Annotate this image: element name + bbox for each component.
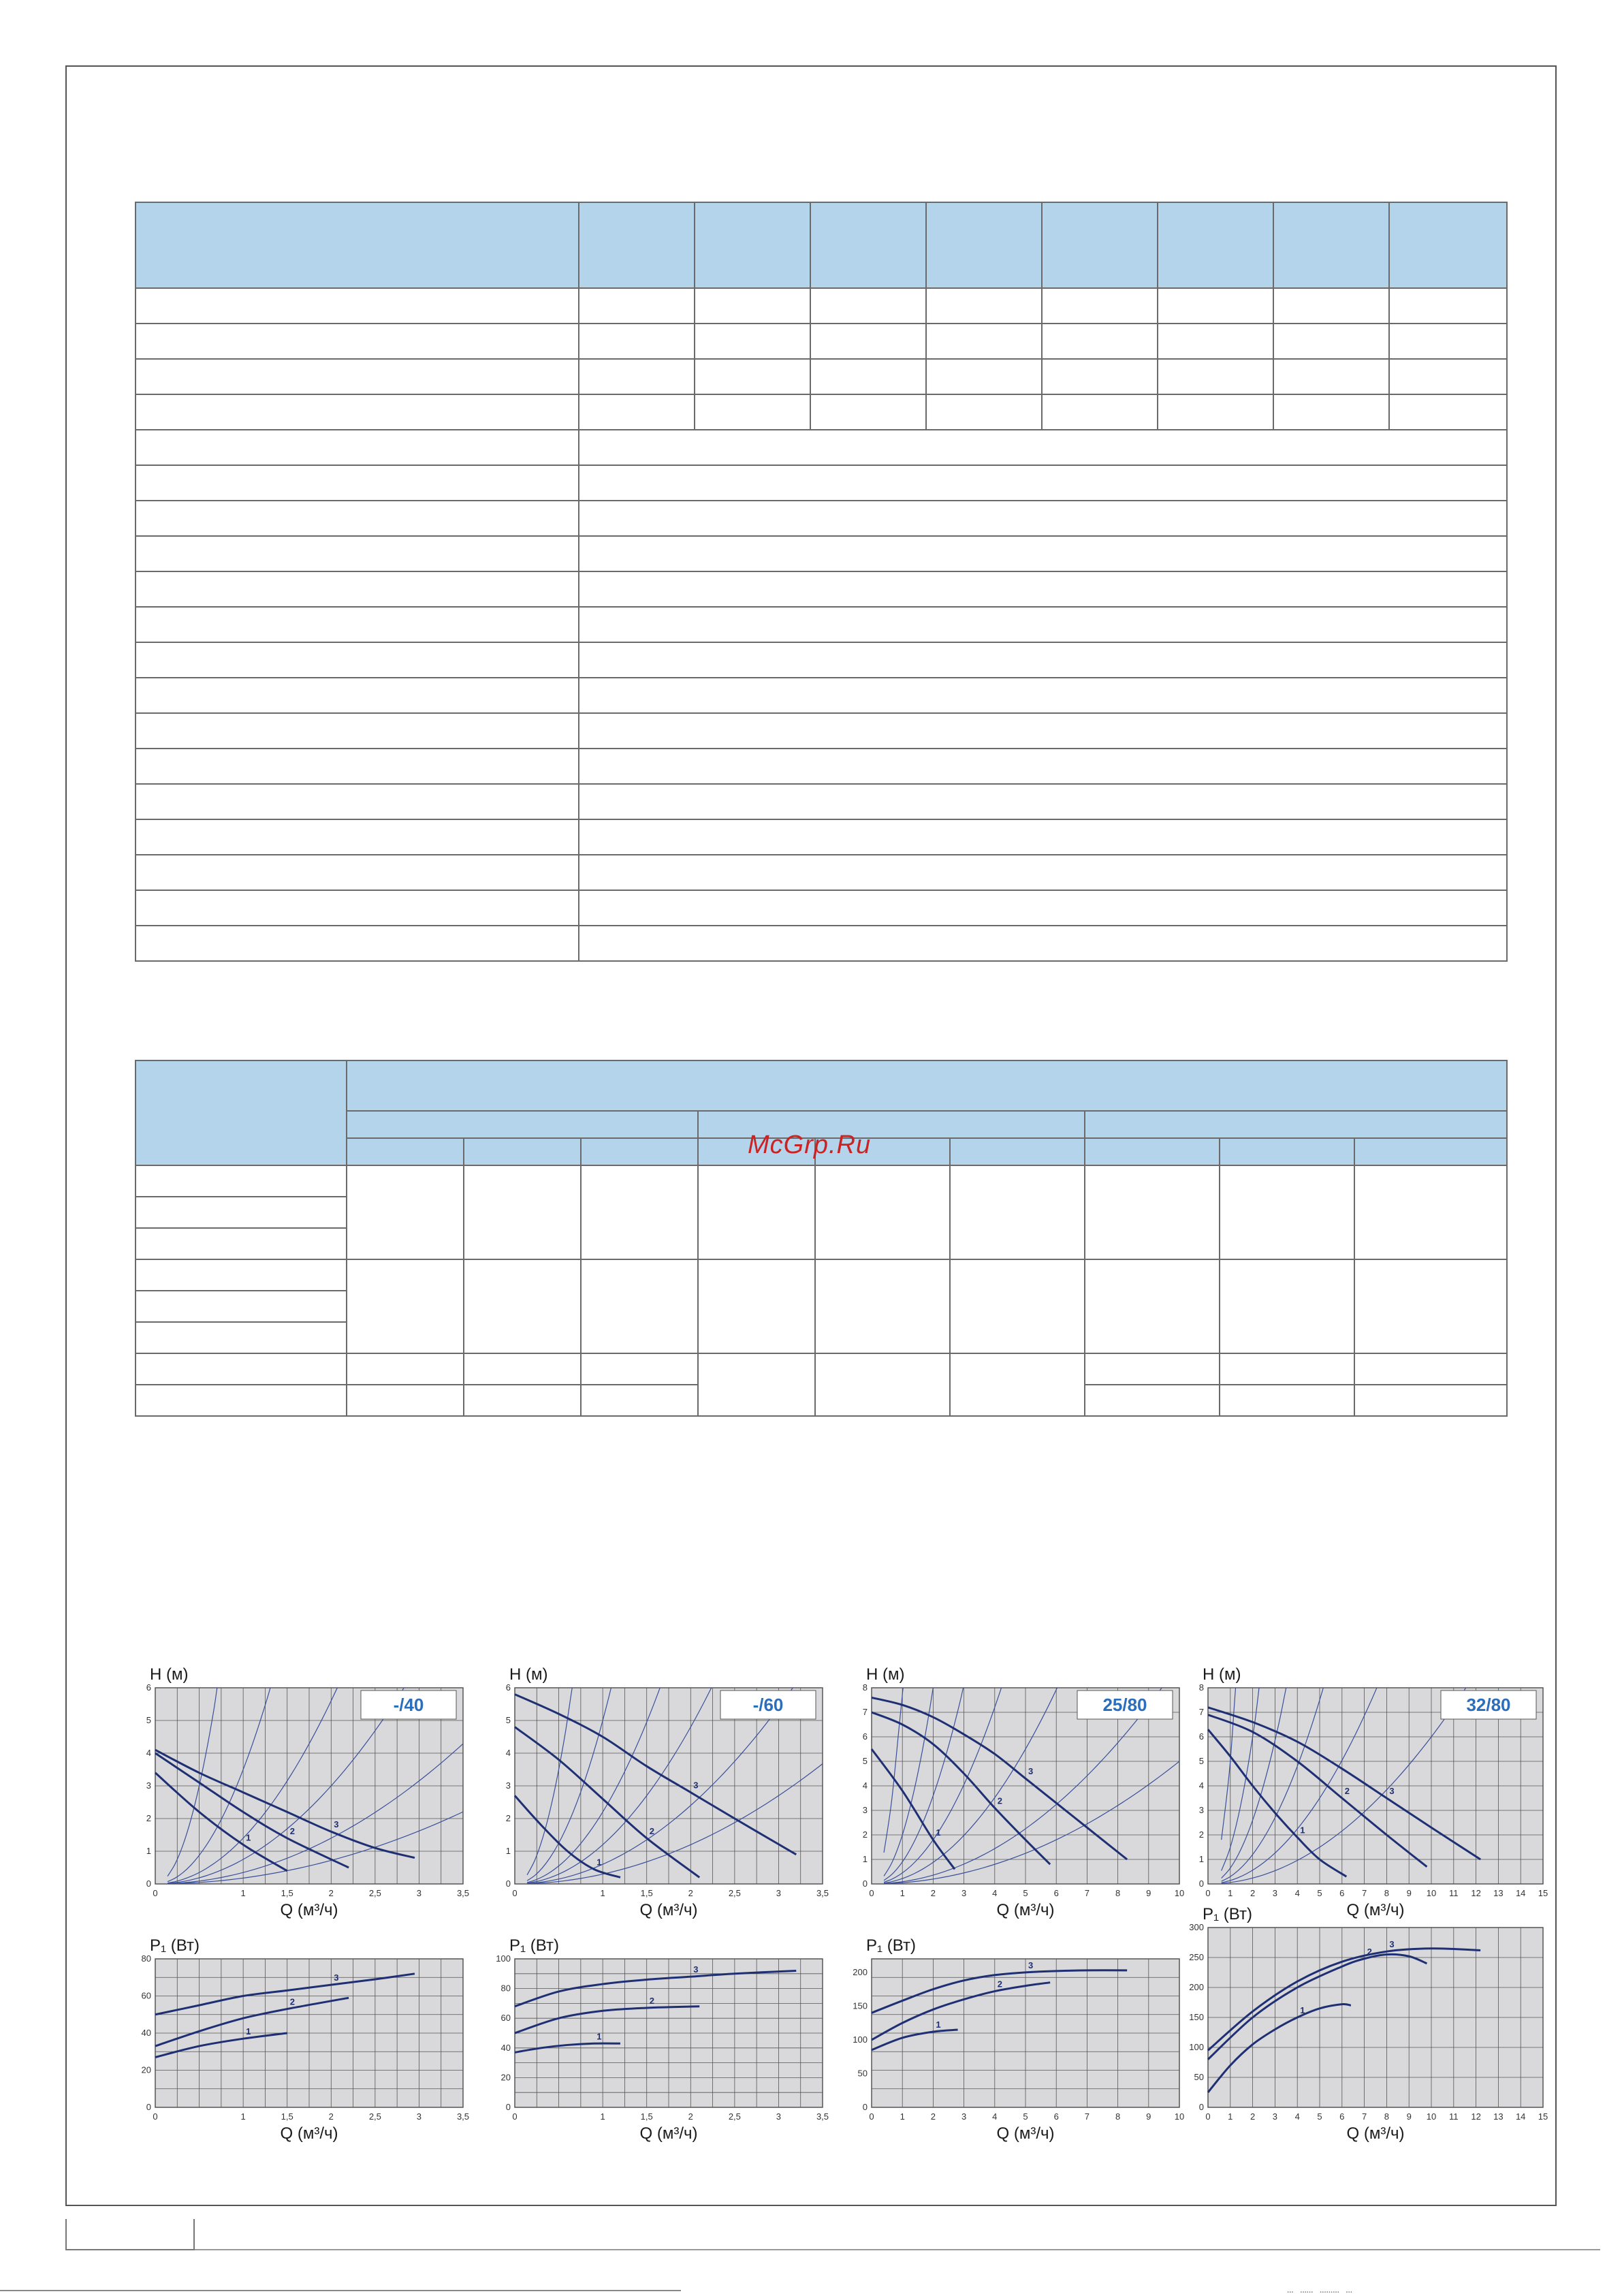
y-tick-label: 60	[141, 1990, 151, 2001]
x-tick-label: 9	[1146, 1888, 1151, 1898]
model-label: -/60	[752, 1695, 784, 1715]
y-axis-title: P₁ (Вт)	[1203, 1905, 1252, 1923]
x-tick-label: 4	[1294, 1888, 1300, 1898]
y-tick-label: 80	[141, 1953, 151, 1964]
y-tick-label: 100	[853, 2034, 868, 2045]
spec-row-merged	[136, 890, 1507, 926]
x-tick-label: 10	[1426, 1888, 1437, 1898]
x-tick-label: 12	[1471, 2111, 1481, 2122]
y-tick-label: 5	[1198, 1756, 1204, 1766]
x-tick-label: 5	[1317, 1888, 1322, 1898]
speed-label-2: 2	[289, 1825, 295, 1836]
y-axis-title: P₁ (Вт)	[509, 1936, 559, 1955]
model-label: 32/80	[1466, 1695, 1511, 1715]
dims-row	[136, 1165, 1507, 1197]
x-tick-label: 13	[1493, 2111, 1504, 2122]
speed-label-1: 1	[246, 1832, 251, 1843]
x-tick-label: 1	[900, 2111, 905, 2122]
chart-power-32-80	[1189, 1900, 1550, 2143]
x-tick-label: 1	[240, 1888, 246, 1898]
x-tick-label: 3,5	[456, 1888, 470, 1898]
x-tick-label: 2,5	[368, 2111, 381, 2122]
x-tick-label: 4	[992, 2111, 998, 2122]
x-tick-label: 0	[1205, 1888, 1211, 1898]
y-tick-label: 2	[862, 1829, 868, 1840]
spec-row-merged	[136, 855, 1507, 890]
x-tick-label: 3,5	[456, 2111, 470, 2122]
speed-label-1: 1	[597, 2031, 602, 2042]
speed-label-2: 2	[1367, 1946, 1372, 1957]
y-tick-label: 1	[505, 1846, 511, 1856]
y-tick-label: 5	[146, 1715, 151, 1725]
y-tick-label: 2	[505, 1813, 511, 1823]
model-label: -/40	[393, 1695, 424, 1715]
spec-row-merged	[136, 713, 1507, 749]
spec-row-merged	[136, 784, 1507, 819]
y-tick-label: 100	[1189, 2042, 1204, 2052]
x-tick-label: 2	[688, 1888, 693, 1898]
x-tick-label: 8	[1115, 1888, 1121, 1898]
speed-label-2: 2	[1344, 1786, 1350, 1796]
y-tick-label: 60	[500, 2013, 511, 2024]
speed-label-2: 2	[289, 1996, 295, 2007]
speed-label-3: 3	[1389, 1786, 1395, 1796]
spec-row-merged	[136, 430, 1507, 465]
x-tick-label: 9	[1146, 2111, 1151, 2122]
y-tick-label: 1	[1198, 1854, 1204, 1864]
x-tick-label: 7	[1084, 2111, 1090, 2122]
y-tick-label: 0	[1198, 2102, 1204, 2112]
y-tick-label: 4	[862, 1780, 868, 1791]
chart-power-60	[496, 1932, 829, 2143]
x-tick-label: 1,5	[640, 1888, 653, 1898]
speed-label-2: 2	[997, 1795, 1003, 1806]
spec-row-merged	[136, 678, 1507, 713]
speed-label-3: 3	[334, 1819, 339, 1830]
speed-label-3: 3	[334, 1972, 339, 1983]
x-tick-label: 14	[1515, 2111, 1526, 2122]
x-tick-label: 2	[1250, 2111, 1256, 2122]
x-tick-label: 2,5	[368, 1888, 381, 1898]
y-tick-label: 250	[1189, 1952, 1204, 1962]
x-tick-label: 15	[1538, 2111, 1548, 2122]
x-axis-title: Q (м³/ч)	[1346, 2124, 1405, 2143]
chart-power-40	[143, 1932, 470, 2143]
x-tick-label: 7	[1361, 2111, 1367, 2122]
y-tick-label: 50	[857, 2068, 868, 2079]
x-axis-title: Q (м³/ч)	[639, 2124, 698, 2143]
spec-table	[135, 202, 1508, 962]
spec-row-merged	[136, 749, 1507, 784]
x-tick-label: 6	[1053, 2111, 1059, 2122]
y-tick-label: 5	[862, 1756, 868, 1766]
speed-label-3: 3	[1028, 1766, 1034, 1777]
speed-label-2: 2	[649, 1995, 654, 2006]
y-tick-label: 300	[1189, 1922, 1204, 1932]
x-tick-label: 5	[1023, 2111, 1028, 2122]
chart-head-60	[503, 1661, 829, 1919]
y-tick-label: 1	[146, 1846, 151, 1856]
x-tick-label: 10	[1174, 2111, 1185, 2122]
y-tick-label: 200	[853, 1966, 868, 1977]
y-tick-label: 8	[862, 1682, 868, 1693]
x-tick-label: 11	[1449, 2111, 1459, 2122]
x-tick-label: 10	[1174, 1888, 1185, 1898]
watermark: McGrp.Ru	[748, 1131, 872, 1159]
x-tick-label: 0	[153, 1888, 158, 1898]
y-tick-label: 5	[505, 1715, 511, 1725]
x-tick-label: 0	[869, 2111, 874, 2122]
x-tick-label: 6	[1339, 2111, 1345, 2122]
dims-header-row	[136, 1060, 1507, 1111]
speed-label-1: 1	[597, 1857, 602, 1868]
x-tick-label: 1	[1228, 1888, 1233, 1898]
x-tick-label: 6	[1339, 1888, 1345, 1898]
x-axis-title: Q (м³/ч)	[996, 1901, 1055, 1919]
x-tick-label: 2	[930, 1888, 936, 1898]
x-tick-label: 2	[328, 1888, 334, 1898]
y-axis-title: P₁ (Вт)	[150, 1936, 200, 1955]
y-tick-label: 40	[141, 2028, 151, 2038]
y-tick-label: 3	[505, 1780, 511, 1791]
y-tick-label: 4	[505, 1748, 511, 1758]
x-axis-title: Q (м³/ч)	[996, 2124, 1055, 2143]
x-tick-label: 2	[688, 2111, 693, 2122]
x-tick-label: 0	[1205, 2111, 1211, 2122]
x-tick-label: 1	[600, 2111, 605, 2122]
dims-row	[136, 1259, 1507, 1291]
y-tick-label: 0	[505, 1878, 511, 1889]
x-tick-label: 11	[1449, 1888, 1459, 1898]
x-tick-label: 3	[961, 1888, 967, 1898]
speed-label-1: 1	[1300, 2005, 1305, 2015]
y-tick-label: 80	[500, 1983, 511, 1994]
x-tick-label: 1	[240, 2111, 246, 2122]
y-tick-label: 6	[146, 1682, 151, 1693]
chart-head-32-80	[1196, 1661, 1550, 1919]
y-axis-title: H (м)	[150, 1665, 189, 1684]
y-axis-title: H (м)	[1203, 1665, 1241, 1684]
x-tick-label: 5	[1023, 1888, 1028, 1898]
x-tick-label: 2	[328, 2111, 334, 2122]
x-tick-label: 14	[1515, 1888, 1526, 1898]
y-tick-label: 6	[505, 1682, 511, 1693]
speed-label-1: 1	[936, 2019, 941, 2030]
x-tick-label: 6	[1053, 1888, 1059, 1898]
x-tick-label: 12	[1471, 1888, 1481, 1898]
chart-power-25-80	[853, 1932, 1186, 2143]
spec-row	[136, 324, 1507, 359]
y-tick-label: 3	[862, 1805, 868, 1815]
y-tick-label: 7	[862, 1707, 868, 1717]
x-tick-label: 3,5	[816, 2111, 829, 2122]
footer-text: … …… ……… …	[1287, 2284, 1353, 2296]
y-tick-label: 150	[853, 2000, 868, 2011]
y-tick-label: 2	[146, 1813, 151, 1823]
x-tick-label: 5	[1317, 2111, 1322, 2122]
spec-row-merged	[136, 465, 1507, 501]
y-tick-label: 0	[505, 2102, 511, 2112]
x-tick-label: 1	[1228, 2111, 1233, 2122]
spec-header-row	[136, 202, 1507, 288]
y-tick-label: 0	[862, 1878, 868, 1889]
y-axis-title: H (м)	[509, 1665, 548, 1684]
speed-label-1: 1	[936, 1827, 941, 1838]
x-axis-title: Q (м³/ч)	[1346, 1901, 1405, 1919]
x-tick-label: 1,5	[281, 1888, 293, 1898]
x-tick-label: 3	[1272, 1888, 1278, 1898]
y-tick-label: 6	[862, 1731, 868, 1742]
x-tick-label: 2	[930, 2111, 936, 2122]
y-tick-label: 2	[1198, 1829, 1204, 1840]
x-tick-label: 7	[1084, 1888, 1090, 1898]
x-tick-label: 9	[1406, 1888, 1412, 1898]
page-number-tab	[65, 2219, 195, 2250]
dimensions-table	[135, 1060, 1508, 1417]
y-tick-label: 7	[1198, 1707, 1204, 1717]
chart-head-40	[143, 1661, 470, 1919]
x-tick-label: 3	[961, 2111, 967, 2122]
y-tick-label: 1	[862, 1854, 868, 1864]
x-tick-label: 0	[153, 2111, 158, 2122]
x-tick-label: 2,5	[728, 1888, 741, 1898]
x-tick-label: 3	[1272, 2111, 1278, 2122]
spec-row-merged	[136, 501, 1507, 536]
y-tick-label: 150	[1189, 2012, 1204, 2022]
x-axis-title: Q (м³/ч)	[639, 1901, 698, 1919]
spec-row	[136, 288, 1507, 324]
spec-row-merged	[136, 819, 1507, 855]
x-tick-label: 3	[776, 1888, 782, 1898]
x-tick-label: 8	[1384, 1888, 1390, 1898]
speed-label-3: 3	[693, 1780, 699, 1791]
x-tick-label: 13	[1493, 1888, 1504, 1898]
x-tick-label: 1	[600, 1888, 605, 1898]
y-tick-label: 20	[141, 2064, 151, 2075]
x-axis-title: Q (м³/ч)	[280, 1901, 338, 1919]
y-axis-title: H (м)	[866, 1665, 905, 1684]
x-tick-label: 4	[1294, 2111, 1300, 2122]
x-tick-label: 3	[776, 2111, 782, 2122]
y-tick-label: 8	[1198, 1682, 1204, 1693]
x-tick-label: 10	[1426, 2111, 1437, 2122]
y-tick-label: 100	[496, 1953, 511, 1964]
y-tick-label: 40	[500, 2042, 511, 2053]
x-tick-label: 9	[1406, 2111, 1412, 2122]
speed-label-2: 2	[649, 1825, 654, 1836]
y-tick-label: 200	[1189, 1982, 1204, 1992]
model-label: 25/80	[1102, 1695, 1147, 1715]
y-tick-label: 4	[1198, 1780, 1204, 1791]
x-axis-title: Q (м³/ч)	[280, 2124, 338, 2143]
x-tick-label: 7	[1361, 1888, 1367, 1898]
speed-label-3: 3	[693, 1964, 699, 1975]
speed-label-2: 2	[997, 1979, 1003, 1990]
x-tick-label: 2	[1250, 1888, 1256, 1898]
x-tick-label: 1,5	[640, 2111, 653, 2122]
spec-row	[136, 394, 1507, 430]
speed-label-3: 3	[1028, 1960, 1034, 1970]
x-tick-label: 8	[1384, 2111, 1390, 2122]
y-tick-label: 20	[500, 2072, 511, 2083]
footer-rule-lower	[0, 2290, 681, 2291]
x-tick-label: 2,5	[728, 2111, 741, 2122]
speed-label-1: 1	[1300, 1825, 1305, 1836]
x-tick-label: 4	[992, 1888, 998, 1898]
speed-label-1: 1	[246, 2026, 251, 2037]
y-tick-label: 6	[1198, 1731, 1204, 1742]
x-tick-label: 1,5	[281, 2111, 293, 2122]
spec-row-merged	[136, 536, 1507, 571]
y-tick-label: 0	[146, 2102, 151, 2112]
x-tick-label: 0	[512, 2111, 518, 2122]
y-tick-label: 0	[862, 2102, 868, 2112]
speed-label-3: 3	[1389, 1939, 1395, 1950]
x-tick-label: 3	[416, 2111, 422, 2122]
chart-head-25-80	[859, 1661, 1186, 1919]
y-tick-label: 0	[146, 1878, 151, 1889]
dims-row	[136, 1353, 1507, 1385]
y-axis-title: P₁ (Вт)	[866, 1936, 916, 1955]
spec-row-merged	[136, 607, 1507, 642]
x-tick-label: 8	[1115, 2111, 1121, 2122]
spec-row-merged	[136, 571, 1507, 607]
y-tick-label: 0	[1198, 1878, 1204, 1889]
y-tick-label: 3	[146, 1780, 151, 1791]
x-tick-label: 1	[900, 1888, 905, 1898]
spec-row-merged	[136, 642, 1507, 678]
spec-row-merged	[136, 926, 1507, 961]
y-tick-label: 50	[1194, 2072, 1204, 2082]
x-tick-label: 0	[512, 1888, 518, 1898]
y-tick-label: 3	[1198, 1805, 1204, 1815]
x-tick-label: 3	[416, 1888, 422, 1898]
spec-row	[136, 359, 1507, 394]
x-tick-label: 0	[869, 1888, 874, 1898]
x-tick-label: 15	[1538, 1888, 1548, 1898]
footer-rule	[195, 2249, 1600, 2250]
y-tick-label: 4	[146, 1748, 151, 1758]
x-tick-label: 3,5	[816, 1888, 829, 1898]
